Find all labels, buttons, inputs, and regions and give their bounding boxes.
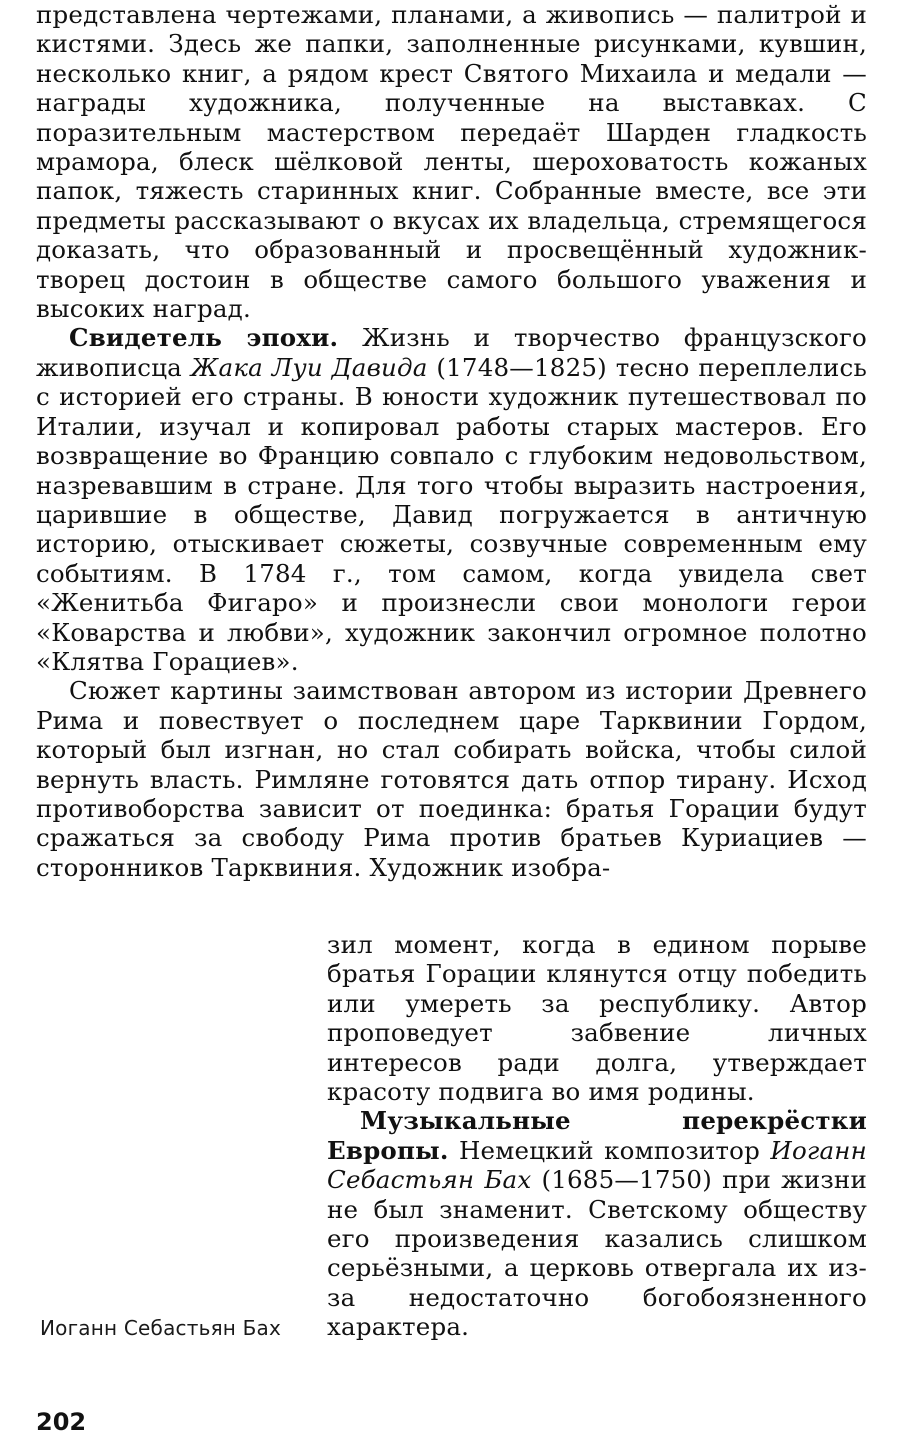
paragraph-horatii-plot: Сюжет картины заимствован автором из истории Древнего Рима и повествует о последнем царе Тарквинии Гордом, который был изгнан, но стал собирать войска, чтобы силой вернуть власть. Римляне готовятся дать отпор тирану. Исход противоборства зависит от поединка: братья Горации будут сражаться за свободу Рима против братьев Куриациев — сторонников Тарквиния. Художник изобра-: [36, 676, 867, 882]
paragraph-david-text-2: (1748—1825) тесно переплелись с историей его страны. В юности художник путешествовал по Италии, изучал и копировал работы старых мастеров. Его возвращение во Францию совпало с глубоким недовольством, назревавшим в стране. Для того чтобы выразить настроения, царившие в обществе, Давид погружается в античную историю, отыскивает сюжеты, созвучные современным ему событиям. В 1784 г., том самом, когда увидела свет «Женитьба Фигаро» и произнесли свои монологи герои «Коварства и любви», художник закончил огромное полотно «Клятва Горациев».: [36, 352, 867, 676]
right-text-column: [327, 930, 867, 1342]
paragraph-bach-text-2: (1685—1750) при жизни не был знаменит. Светскому обществу его произведения казались слишком серьёзными, а церковь отвергала их из-за недостаточно богобоязненного характера.: [327, 1165, 867, 1342]
artist-name-david: Жака Луи Давида: [190, 352, 428, 382]
paragraph-bach: [327, 1106, 867, 1341]
paragraph-david-text-1: Жизнь и творчество французского живописца: [36, 323, 868, 382]
paragraph-chardin-continuation: представлена чертежами, планами, а живопись — палитрой и кистями. Здесь же папки, заполненные рисунками, кувшин, несколько книг, а рядом крест Святого Михаила и медали — награды художника, полученные на выставках. С поразительным мастерством передаёт Шарден гладкость мрамора, блеск шёлковой ленты, шероховатость кожаных папок, тяжесть старинных книг. Собранные вместе, все эти предметы рассказывают о вкусах их владельца, стремящегося доказать, что образованный и просвещённый художник-творец достоин в обществе самого большого уважения и высоких наград.: [36, 0, 867, 324]
figure-caption: Иоганн Себастьян Бах: [40, 1316, 282, 1340]
page-number: 202: [36, 1408, 87, 1436]
section-heading-witness-of-era: Свидетель эпохи.: [69, 323, 339, 353]
section-heading-musical-crossroads: Музыкальные перекрёстки Европы.: [327, 1106, 867, 1165]
paragraph-bach-text-1: Немецкий композитор: [448, 1135, 771, 1165]
paragraph-david: [36, 323, 867, 676]
portrait-figure-area: [36, 930, 291, 1350]
paragraph-horatii-continuation: зил момент, когда в едином порыве братья Горации клянутся отцу победить или умереть за республику. Автор проповедует забвение личных интересов ради долга, утверждает красоту подвига во имя родины.: [327, 930, 867, 1107]
composer-name-bach: Иоганн Себастьян Бах: [327, 1135, 867, 1195]
